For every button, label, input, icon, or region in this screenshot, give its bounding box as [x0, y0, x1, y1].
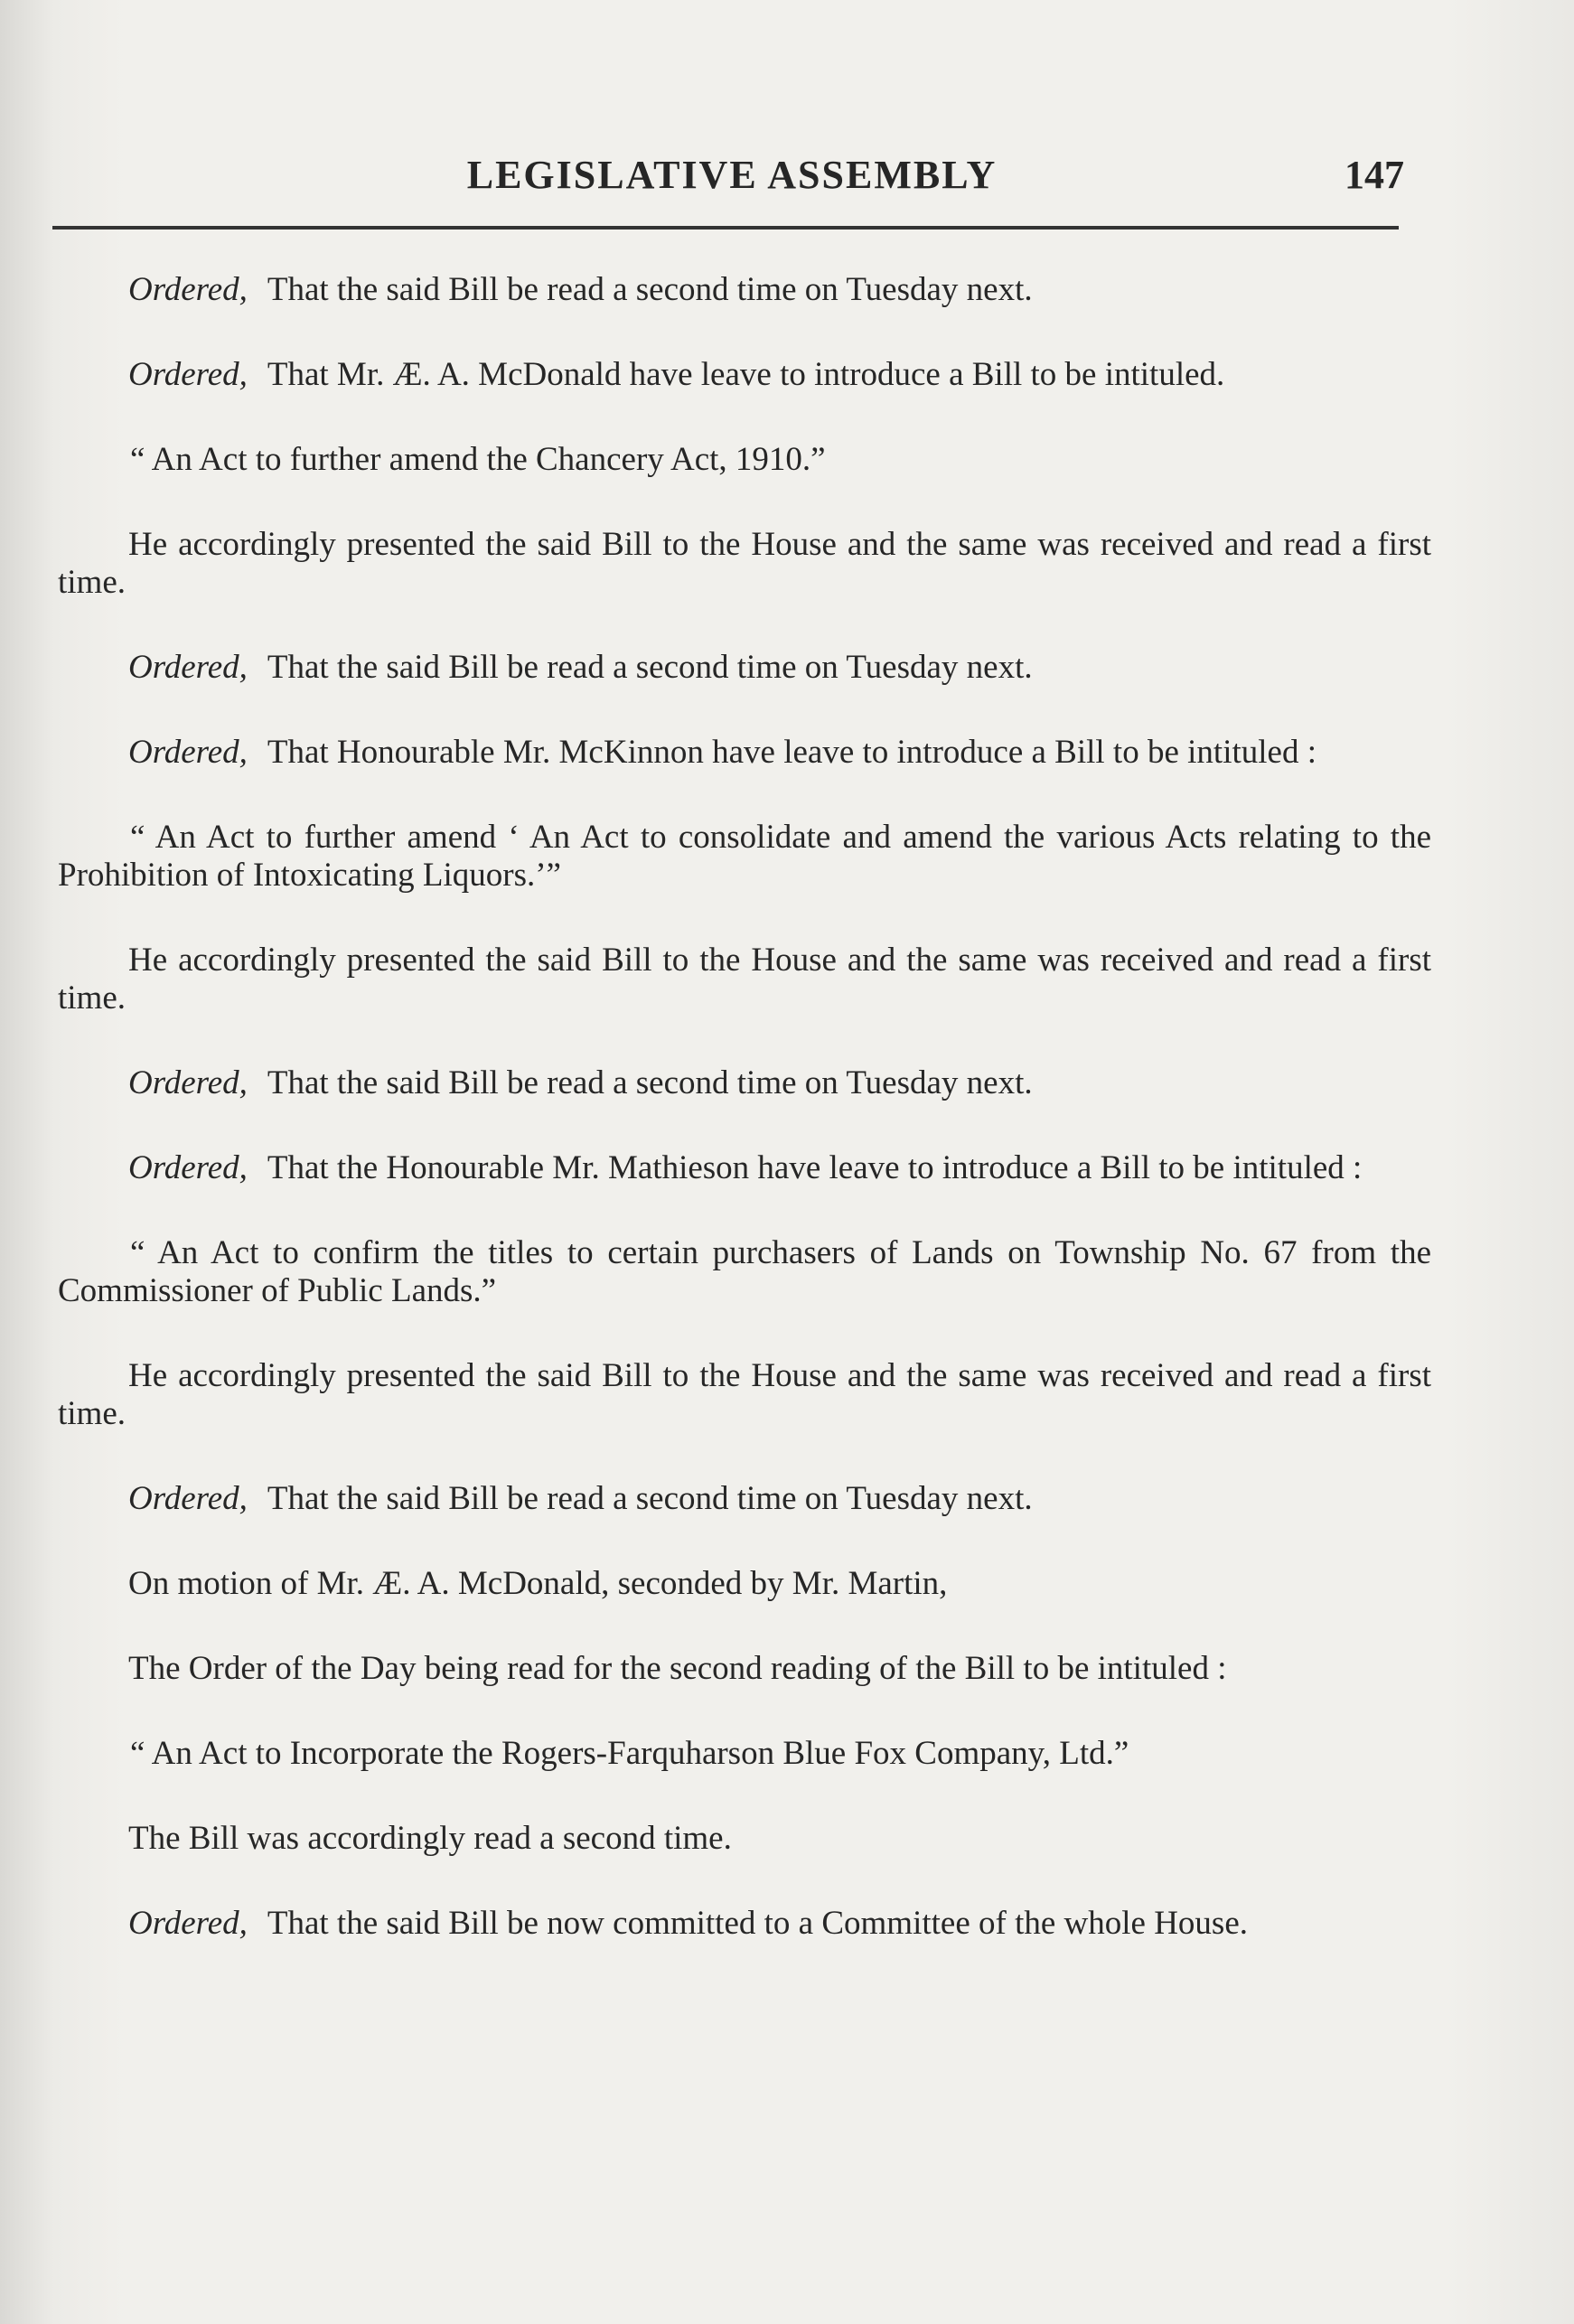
header-rule: [52, 226, 1399, 230]
paragraph-text: That the said Bill be read a second time on Tuesday next.: [267, 1064, 1033, 1101]
paragraph: [58, 1820, 1431, 1858]
bill-title-quote: [58, 441, 1431, 479]
paragraph: [58, 942, 1431, 1017]
paragraph: [58, 1565, 1431, 1603]
paragraph-text: “ An Act to further amend the Chancery Act, 1910.”: [130, 441, 826, 478]
ordered-lead: Ordered,: [128, 356, 248, 393]
ordered-lead: Ordered,: [128, 734, 248, 771]
paragraph: [58, 271, 1431, 309]
paragraph-text: He accordingly presented the said Bill to the House and the same was received and read a first time.: [58, 1357, 1431, 1432]
bill-title-quote: [58, 1234, 1431, 1310]
paragraph: [58, 526, 1431, 602]
ordered-lead: Ordered,: [128, 1905, 248, 1942]
paragraph: [58, 1149, 1431, 1187]
paragraph: [58, 649, 1431, 687]
page-header: [54, 152, 1410, 206]
page-body: [58, 271, 1431, 1990]
bill-title-quote: [58, 819, 1431, 895]
paragraph-text: That the said Bill be read a second time on Tuesday next.: [267, 1480, 1033, 1517]
ordered-lead: Ordered,: [128, 1480, 248, 1517]
paragraph-text: “ An Act to confirm the titles to certain purchasers of Lands on Township No. 67 from the Commissioner of Public Lands.”: [58, 1234, 1431, 1309]
paragraph-text: He accordingly presented the said Bill to the House and the same was received and read a first time.: [58, 942, 1431, 1017]
page-number: 147: [1344, 153, 1404, 197]
ordered-lead: Ordered,: [128, 1149, 248, 1186]
paragraph-text: That the said Bill be read a second time on Tuesday next.: [267, 271, 1033, 308]
paragraph-text: The Order of the Day being read for the second reading of the Bill to be intituled :: [128, 1650, 1227, 1687]
paragraph: [58, 1064, 1431, 1102]
paragraph: [58, 1650, 1431, 1688]
paragraph-text: He accordingly presented the said Bill to the House and the same was received and read a first time.: [58, 526, 1431, 601]
paragraph-text: “ An Act to Incorporate the Rogers-Farquharson Blue Fox Company, Ltd.”: [130, 1735, 1129, 1772]
paragraph-text: On motion of Mr. Æ. A. McDonald, seconded by Mr. Martin,: [128, 1565, 948, 1602]
bill-title-quote: [58, 1735, 1431, 1773]
paragraph: [58, 1357, 1431, 1433]
paragraph-text: That the said Bill be read a second time on Tuesday next.: [267, 649, 1033, 686]
running-title: LEGISLATIVE ASSEMBLY: [466, 153, 998, 197]
paragraph: [58, 356, 1431, 394]
ordered-lead: Ordered,: [128, 649, 248, 686]
ordered-lead: Ordered,: [128, 1064, 248, 1101]
paragraph-text: “ An Act to further amend ‘ An Act to consolidate and amend the various Acts relating to the Prohibition of Intoxicating Liquors.’”: [58, 819, 1431, 894]
paragraph-text: That the said Bill be now committed to a Committee of the whole House.: [267, 1905, 1248, 1942]
paragraph: [58, 734, 1431, 772]
ordered-lead: Ordered,: [128, 271, 248, 308]
paragraph: [58, 1905, 1431, 1943]
paragraph: [58, 1480, 1431, 1518]
paragraph-text: That Mr. Æ. A. McDonald have leave to introduce a Bill to be intituled.: [267, 356, 1225, 393]
paragraph-text: That the Honourable Mr. Mathieson have leave to introduce a Bill to be intituled :: [267, 1149, 1363, 1186]
paragraph-text: The Bill was accordingly read a second time.: [128, 1820, 732, 1857]
paragraph-text: That Honourable Mr. McKinnon have leave to introduce a Bill to be intituled :: [267, 734, 1316, 771]
